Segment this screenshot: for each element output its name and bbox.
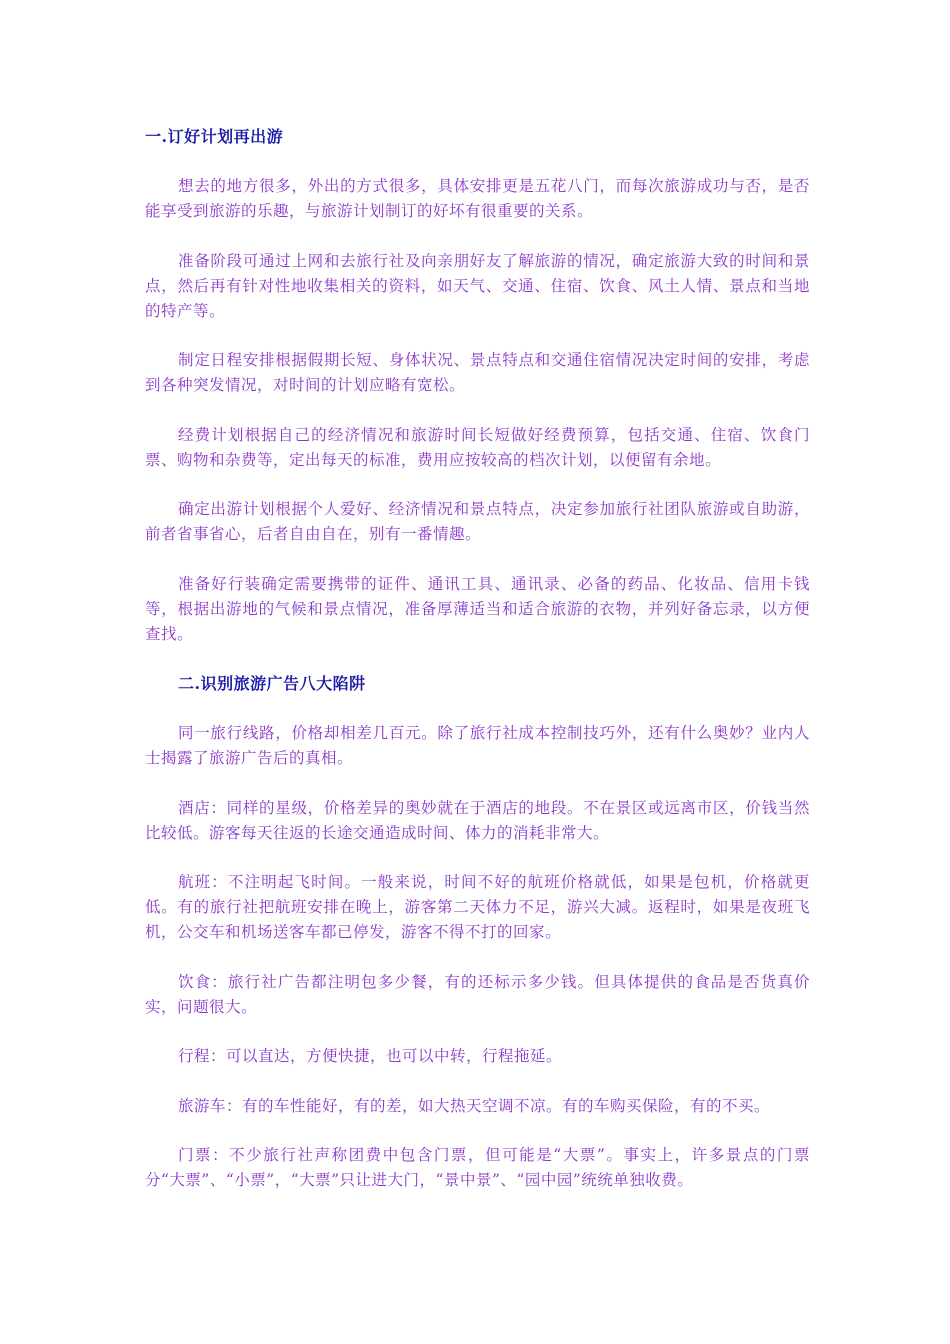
section-2-paragraph-7: 门票：不少旅行社声称团费中包含门票，但可能是“大票”。事实上，许多景点的门票分“大票”、“小票”，“大票”只让进大门，“景中景”、“园中园”统统单独收费。 [145,1146,810,1189]
section-1-paragraph-2: 准备阶段可通过上网和去旅行社及向亲朋好友了解旅游的情况，确定旅游大致的时间和景点，然后再有针对性地收集相关的资料，如天气、交通、住宿、饮食、风土人情、景点和当地的特产等。 [145,251,810,320]
section-1-paragraph-3: 制定日程安排根据假期长短、身体状况、景点特点和交通住宿情况决定时间的安排，考虑到各种突发情况，对时间的计划应略有宽松。 [145,351,810,394]
section-2-paragraph-4: 饮食：旅行社广告都注明包多少餐，有的还标示多少钱。但具体提供的食品是否货真价实，问题很大。 [145,972,810,1016]
section-2-paragraph-2: 酒店：同样的星级，价格差异的奥妙就在于酒店的地段。不在景区或远离市区，价钱当然比较低。游客每天往返的长途交通造成时间、体力的消耗非常大。 [145,798,810,842]
section-1-paragraph-1: 想去的地方很多，外出的方式很多，具体安排更是五花八门，而每次旅游成功与否，是否能享受到旅游的乐趣，与旅游计划制订的好坏有很重要的关系。 [145,177,810,220]
section-1-paragraph-6: 准备好行装确定需要携带的证件、通讯工具、通讯录、必备的药品、化妆品、信用卡钱等，根据出游地的气候和景点情况，准备厚薄适当和适合旅游的衣物，并列好备忘录，以方便查找。 [145,574,810,643]
section-1-heading: 一.订好计划再出游 [145,127,284,146]
section-2-paragraph-5: 行程：可以直达，方便快捷，也可以中转，行程拖延。 [178,1047,563,1065]
section-1-paragraph-5: 确定出游计划根据个人爱好、经济情况和景点特点，决定参加旅行社团队旅游或自助游，前者省事省心，后者自由自在，别有一番情趣。 [145,500,810,543]
section-2-paragraph-3: 航班：不注明起飞时间。一般来说，时间不好的航班价格就低，如果是包机，价格就更低。有的旅行社把航班安排在晚上，游客第二天体力不足，游兴大减。返程时，如果是夜班飞机，公交车和机场送客车都已停发，游客不得不打的回家。 [145,873,810,941]
section-2-paragraph-6: 旅游车：有的车性能好，有的差，如大热天空调不凉。有的车购买保险，有的不买。 [178,1096,771,1115]
document-body [145,124,810,1193]
section-2-paragraph-1: 同一旅行线路，价格却相差几百元。除了旅行社成本控制技巧外，还有什么奥妙？业内人士揭露了旅游广告后的真相。 [145,724,810,767]
section-1-paragraph-4: 经费计划根据自己的经济情况和旅游时间长短做好经费预算，包括交通、住宿、饮食门票、购物和杂费等，定出每天的标准，费用应按较高的档次计划，以便留有余地。 [145,425,810,469]
section-2-heading: 二.识别旅游广告八大陷阱 [178,674,366,693]
